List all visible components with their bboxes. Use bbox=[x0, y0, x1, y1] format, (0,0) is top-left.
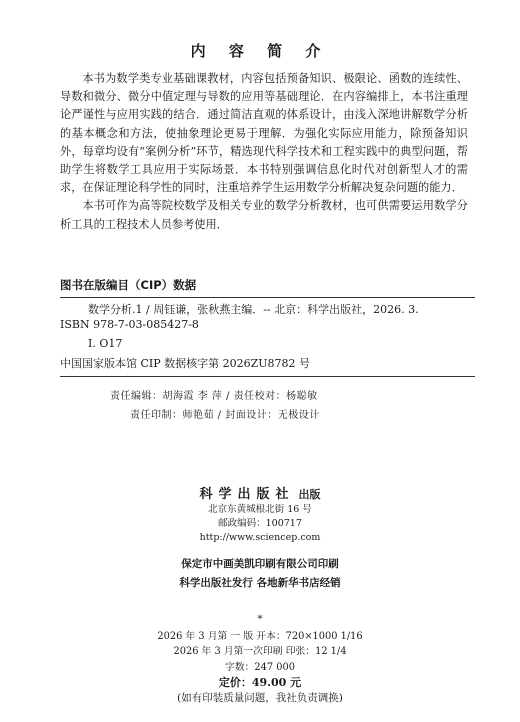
cip-bottom-rule bbox=[60, 376, 475, 377]
separator-star: * bbox=[257, 614, 263, 625]
printer-line: 保定市中画美凯印刷有限公司印刷 bbox=[181, 558, 339, 570]
cip-record-number: 中国国家版本馆 CIP 数据核字第 2026ZU8782 号 bbox=[60, 357, 311, 370]
cip-heading: 图书在版编目（CIP）数据 bbox=[60, 278, 197, 292]
page-title: 内 容 简 介 bbox=[190, 42, 330, 60]
distribution-line: 科学出版社发行 各地新华书店经销 bbox=[179, 577, 341, 589]
cip-isbn: ISBN 978-7-03-085427-8 bbox=[60, 318, 199, 331]
publisher-line bbox=[160, 488, 360, 503]
summary-paragraph: 本书可作为高等院校数学及相关专业的数学分析教材，也可供需要运用数学分析工具的工程技术人员参考使用． bbox=[60, 199, 468, 231]
impression-line: 2026 年 3 月第一次印刷 印张：12 1/4 bbox=[173, 646, 347, 657]
edition-line: 2026 年 3 月第 一 版 开本：720×1000 1/16 bbox=[157, 630, 363, 642]
quality-notice: (如有印装质量问题，我社负责调换) bbox=[177, 691, 343, 704]
word-count: 字数：247 000 bbox=[225, 661, 295, 673]
price: 定价：49.00 元 bbox=[218, 676, 302, 689]
publisher-info bbox=[160, 488, 360, 545]
publisher-postcode: 邮政编码：100717 bbox=[218, 518, 302, 529]
cip-classification: Ⅰ. O17 bbox=[88, 337, 123, 350]
publisher-address: 北京东黄城根北街 16 号 bbox=[208, 504, 312, 515]
cip-title-line: 数学分析.1 / 周钰谦，张秋燕主编．-- 北京：科学出版社，2026. 3. bbox=[88, 303, 419, 316]
edition-specs bbox=[100, 612, 420, 706]
publisher-website: http://www.sciencep.com bbox=[199, 532, 321, 543]
summary-paragraph: 本书为数学类专业基础课教材，内容包括预备知识、极限论、函数的连续性、导数和微分、微分中值定理与导数的应用等基础理论．在内容编排上，本书注重理论严谨性与应用实践的结合．通过简洁直观的体系设计，由浅入深地讲解数学分析的基本概念和方法，使抽象理论更易于理解．为强化实际应用能力，除预备知识外，每章均设有“案例分析”环节，精选现代科学技术和工程实践中的典型问题，帮助学生将数学工具应用于实际场景．本书特别强调信息化时代对创新型人才的需求，在保证理论科学性的同时，注重培养学生运用数学分析解决复杂问题的能力． bbox=[60, 72, 468, 195]
publisher-logo: 科学出版社 bbox=[199, 487, 295, 502]
responsible-editors: 责任编辑：胡海霞 李 萍 / 责任校对：杨聪敏 bbox=[110, 391, 318, 402]
printing-info bbox=[140, 555, 380, 593]
content-summary bbox=[60, 70, 468, 234]
responsible-production: 责任印制：师艳茹 / 封面设计：无极设计 bbox=[130, 410, 320, 421]
cip-top-rule bbox=[60, 297, 475, 298]
publisher-suffix: 出版 bbox=[298, 488, 321, 501]
